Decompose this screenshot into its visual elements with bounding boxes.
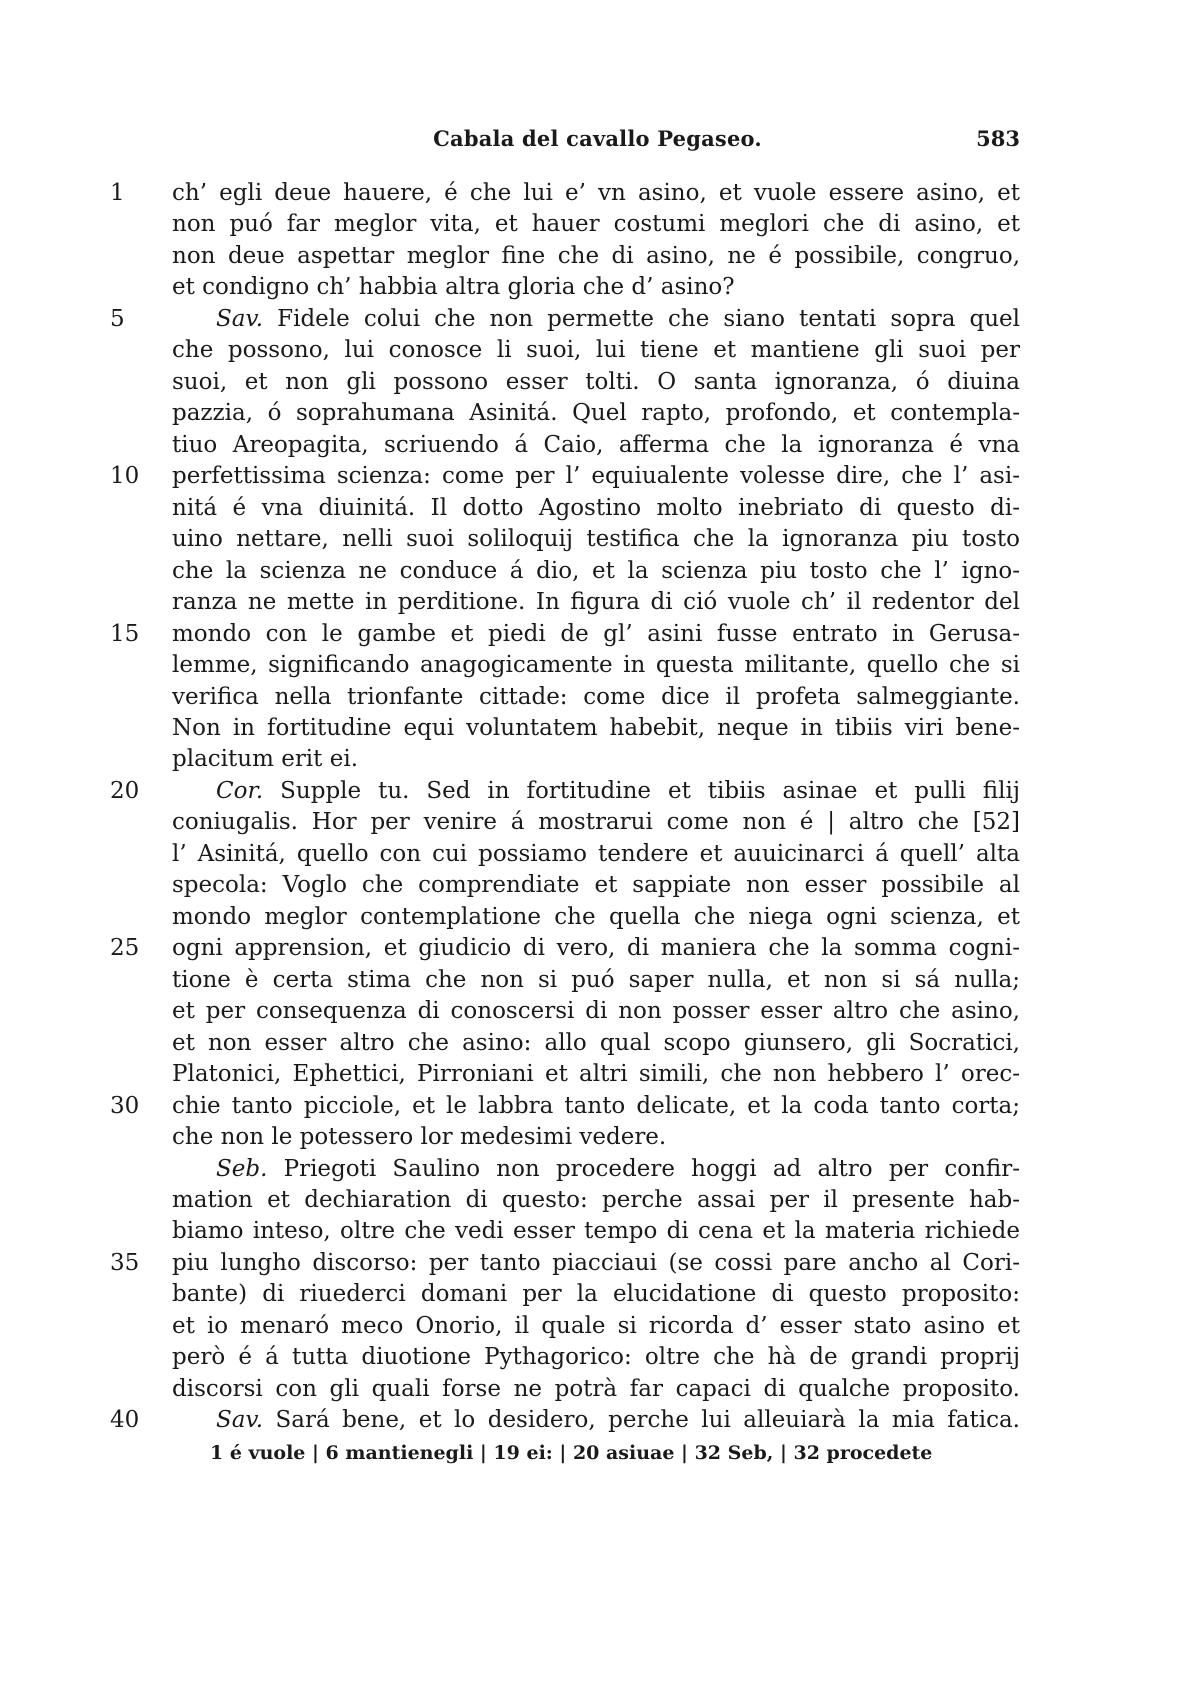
line-text: Supple tu. Sed in fortitudine et tibiis asinae et pulli filij	[263, 777, 1020, 804]
text-line	[172, 430, 1020, 461]
line-text: pazzia, ó soprahumana Asinitá. Quel rapto, profondo, et contempla-	[172, 400, 1020, 427]
text-line	[172, 1059, 1020, 1090]
text-line	[172, 682, 1020, 713]
line-number: 40	[110, 1407, 140, 1434]
text-line	[172, 744, 1020, 775]
text-line	[172, 965, 1020, 996]
text-line	[172, 870, 1020, 901]
line-text: ranza ne mette in perditione. In figura di ció vuole ch’ il redentor del	[172, 589, 1020, 616]
text-line	[172, 493, 1020, 524]
line-number: 1	[110, 180, 125, 206]
text-line	[172, 209, 1020, 240]
line-text: Non in fortitudine equi voluntatem habebit, neque in tibiis viri bene-	[172, 714, 1020, 741]
line-text: Platonici, Ephettici, Pirroniani et altri simili, che non hebbero l’ orec-	[172, 1061, 1020, 1088]
text-line	[172, 1122, 1020, 1153]
line-text: et io menaró meco Onorio, il quale si ricorda d’ esser stato asino et	[172, 1312, 1020, 1339]
line-text: Fidele colui che non permette che siano tentati sopra quel	[263, 305, 1020, 332]
line-number: 20	[110, 777, 140, 804]
footnotes: 1 é vuole | 6 mantienegli | 19 ei: | 20 asiuae | 32 Seb, | 32 procedete	[210, 1442, 933, 1464]
text-line	[110, 461, 1020, 492]
line-number: 30	[110, 1092, 140, 1119]
text-line	[110, 178, 1020, 209]
page-header	[175, 126, 1020, 156]
line-number: 5	[110, 305, 125, 332]
line-text: l’ Asinitá, quello con cui possiamo tendere et auuicinarci á quell’ alta	[172, 840, 1020, 867]
line-text: però é á tutta diuotione Pythagorico: oltre che hà de grandi proprij	[172, 1344, 1020, 1371]
text-line	[110, 933, 1020, 964]
text-line	[172, 1342, 1020, 1373]
line-text: che la scienza ne conduce á dio, et la scienza piu tosto che l’ igno-	[172, 557, 1020, 584]
speaker-name: Sav.	[216, 1407, 264, 1434]
line-text: mation et dechiaration di questo: perche assai per il presente hab-	[172, 1187, 1020, 1213]
line-text: et non esser altro che asino: allo qual scopo giunsero, gli Socratici,	[172, 1029, 1020, 1056]
line-text: coniugalis. Hor per venire á mostrarui come non é | altro che [52]	[172, 809, 1020, 836]
text-line	[110, 776, 1020, 807]
line-number: 25	[110, 935, 140, 962]
body-text	[110, 178, 1020, 1437]
text-line	[172, 1028, 1020, 1059]
line-text: bante) di riuederci domani per la elucidatione di questo proposito:	[172, 1281, 1020, 1308]
page-number: 583	[976, 126, 1020, 151]
line-text: lemme, significando anagogicamente in questa militante, quello che si	[172, 652, 1020, 679]
text-line	[172, 713, 1020, 744]
text-line	[110, 1248, 1020, 1279]
line-text: mondo con le gambe et piedi de gl’ asini fusse entrato in Gerusa-	[172, 620, 1020, 647]
text-line	[172, 1216, 1020, 1247]
text-line	[172, 335, 1020, 366]
line-text: nitá é vna diuinitá. Il dotto Agostino molto inebriato di questo di-	[172, 494, 1020, 521]
text-line	[172, 587, 1020, 618]
line-text: Sará bene, et lo desidero, perche lui alleuiarà la mia fatica.	[263, 1407, 1020, 1434]
line-number: 10	[110, 463, 140, 490]
line-text: Priegoti Saulino non procedere hoggi ad altro per confir-	[267, 1155, 1020, 1182]
line-text: tione è certa stima che non si puó saper nulla, et non si sá nulla;	[172, 966, 1020, 993]
text-line	[172, 524, 1020, 555]
text-line	[172, 241, 1020, 272]
text-line	[172, 839, 1020, 870]
line-text: chie tanto picciole, et le labbra tanto delicate, et la coda tanto corta;	[172, 1092, 1020, 1119]
text-line	[110, 1405, 1020, 1436]
line-text: non deue aspettar meglor fine che di asino, ne é possibile, congruo,	[172, 242, 1020, 269]
text-line	[172, 807, 1020, 838]
text-line	[172, 1374, 1020, 1405]
text-line	[110, 304, 1020, 335]
speaker-name: Sav.	[216, 305, 264, 332]
text-line	[172, 367, 1020, 398]
text-line	[110, 619, 1020, 650]
line-text: et per consequenza di conoscersi di non posser esser altro che asino,	[172, 998, 1020, 1025]
line-text: discorsi con gli quali forse ne potrà far capaci di qualche proposito.	[172, 1375, 1020, 1402]
line-text: ch’ egli deue hauere, é che lui e’ vn asino, et vuole essere asino, et	[172, 180, 1020, 206]
text-line	[172, 1154, 1020, 1185]
speaker-name: Cor.	[216, 777, 264, 804]
line-text: tiuo Areopagita, scriuendo á Caio, afferma che la ignoranza é vna	[172, 431, 1020, 458]
speaker-name: Seb.	[216, 1155, 268, 1182]
line-text: uino nettare, nelli suoi soliloquij testifica che la ignoranza piu tosto	[172, 526, 1020, 553]
line-text: placitum erit ei.	[172, 746, 358, 773]
text-line	[172, 902, 1020, 933]
line-text: che non le potessero lor medesimi vedere.	[172, 1124, 667, 1151]
line-number: 15	[110, 620, 140, 647]
line-number: 35	[110, 1249, 140, 1276]
line-text: mondo meglor contemplatione che quella che niega ogni scienza, et	[172, 903, 1020, 930]
text-line	[172, 650, 1020, 681]
text-line	[172, 398, 1020, 429]
text-line	[172, 996, 1020, 1027]
line-text: biamo inteso, oltre che vedi esser tempo di cena et la materia richiede	[172, 1218, 1020, 1245]
text-line	[110, 1091, 1020, 1122]
line-text: specola: Voglo che comprendiate et sappiate non esser possibile al	[172, 872, 1020, 899]
running-title: Cabala del cavallo Pegaseo.	[433, 126, 762, 151]
line-text: ogni apprension, et giudicio di vero, di maniera che la somma cogni-	[172, 935, 1020, 962]
text-line	[172, 1311, 1020, 1342]
line-text: suoi, et non gli possono esser tolti. O santa ignoranza, ó diuina	[172, 368, 1020, 395]
text-line	[172, 1185, 1020, 1216]
line-text: et condigno ch’ habbia altra gloria che d’ asino?	[172, 274, 735, 301]
text-line	[172, 272, 1020, 303]
text-line	[172, 1279, 1020, 1310]
text-line	[172, 556, 1020, 587]
line-text: non puó far meglor vita, et hauer costumi meglori che di asino, et	[172, 211, 1020, 238]
line-text: piu lungho discorso: per tanto piacciaui (se cossi pare ancho al Cori-	[172, 1249, 1020, 1276]
line-text: verifica nella trionfante cittade: come dice il profeta salmeggiante.	[172, 683, 1020, 710]
line-text: che possono, lui conosce li suoi, lui tiene et mantiene gli suoi per	[172, 337, 1020, 364]
line-text: perfettissima scienza: come per l’ equiualente volesse dire, che l’ asi-	[172, 463, 1020, 490]
